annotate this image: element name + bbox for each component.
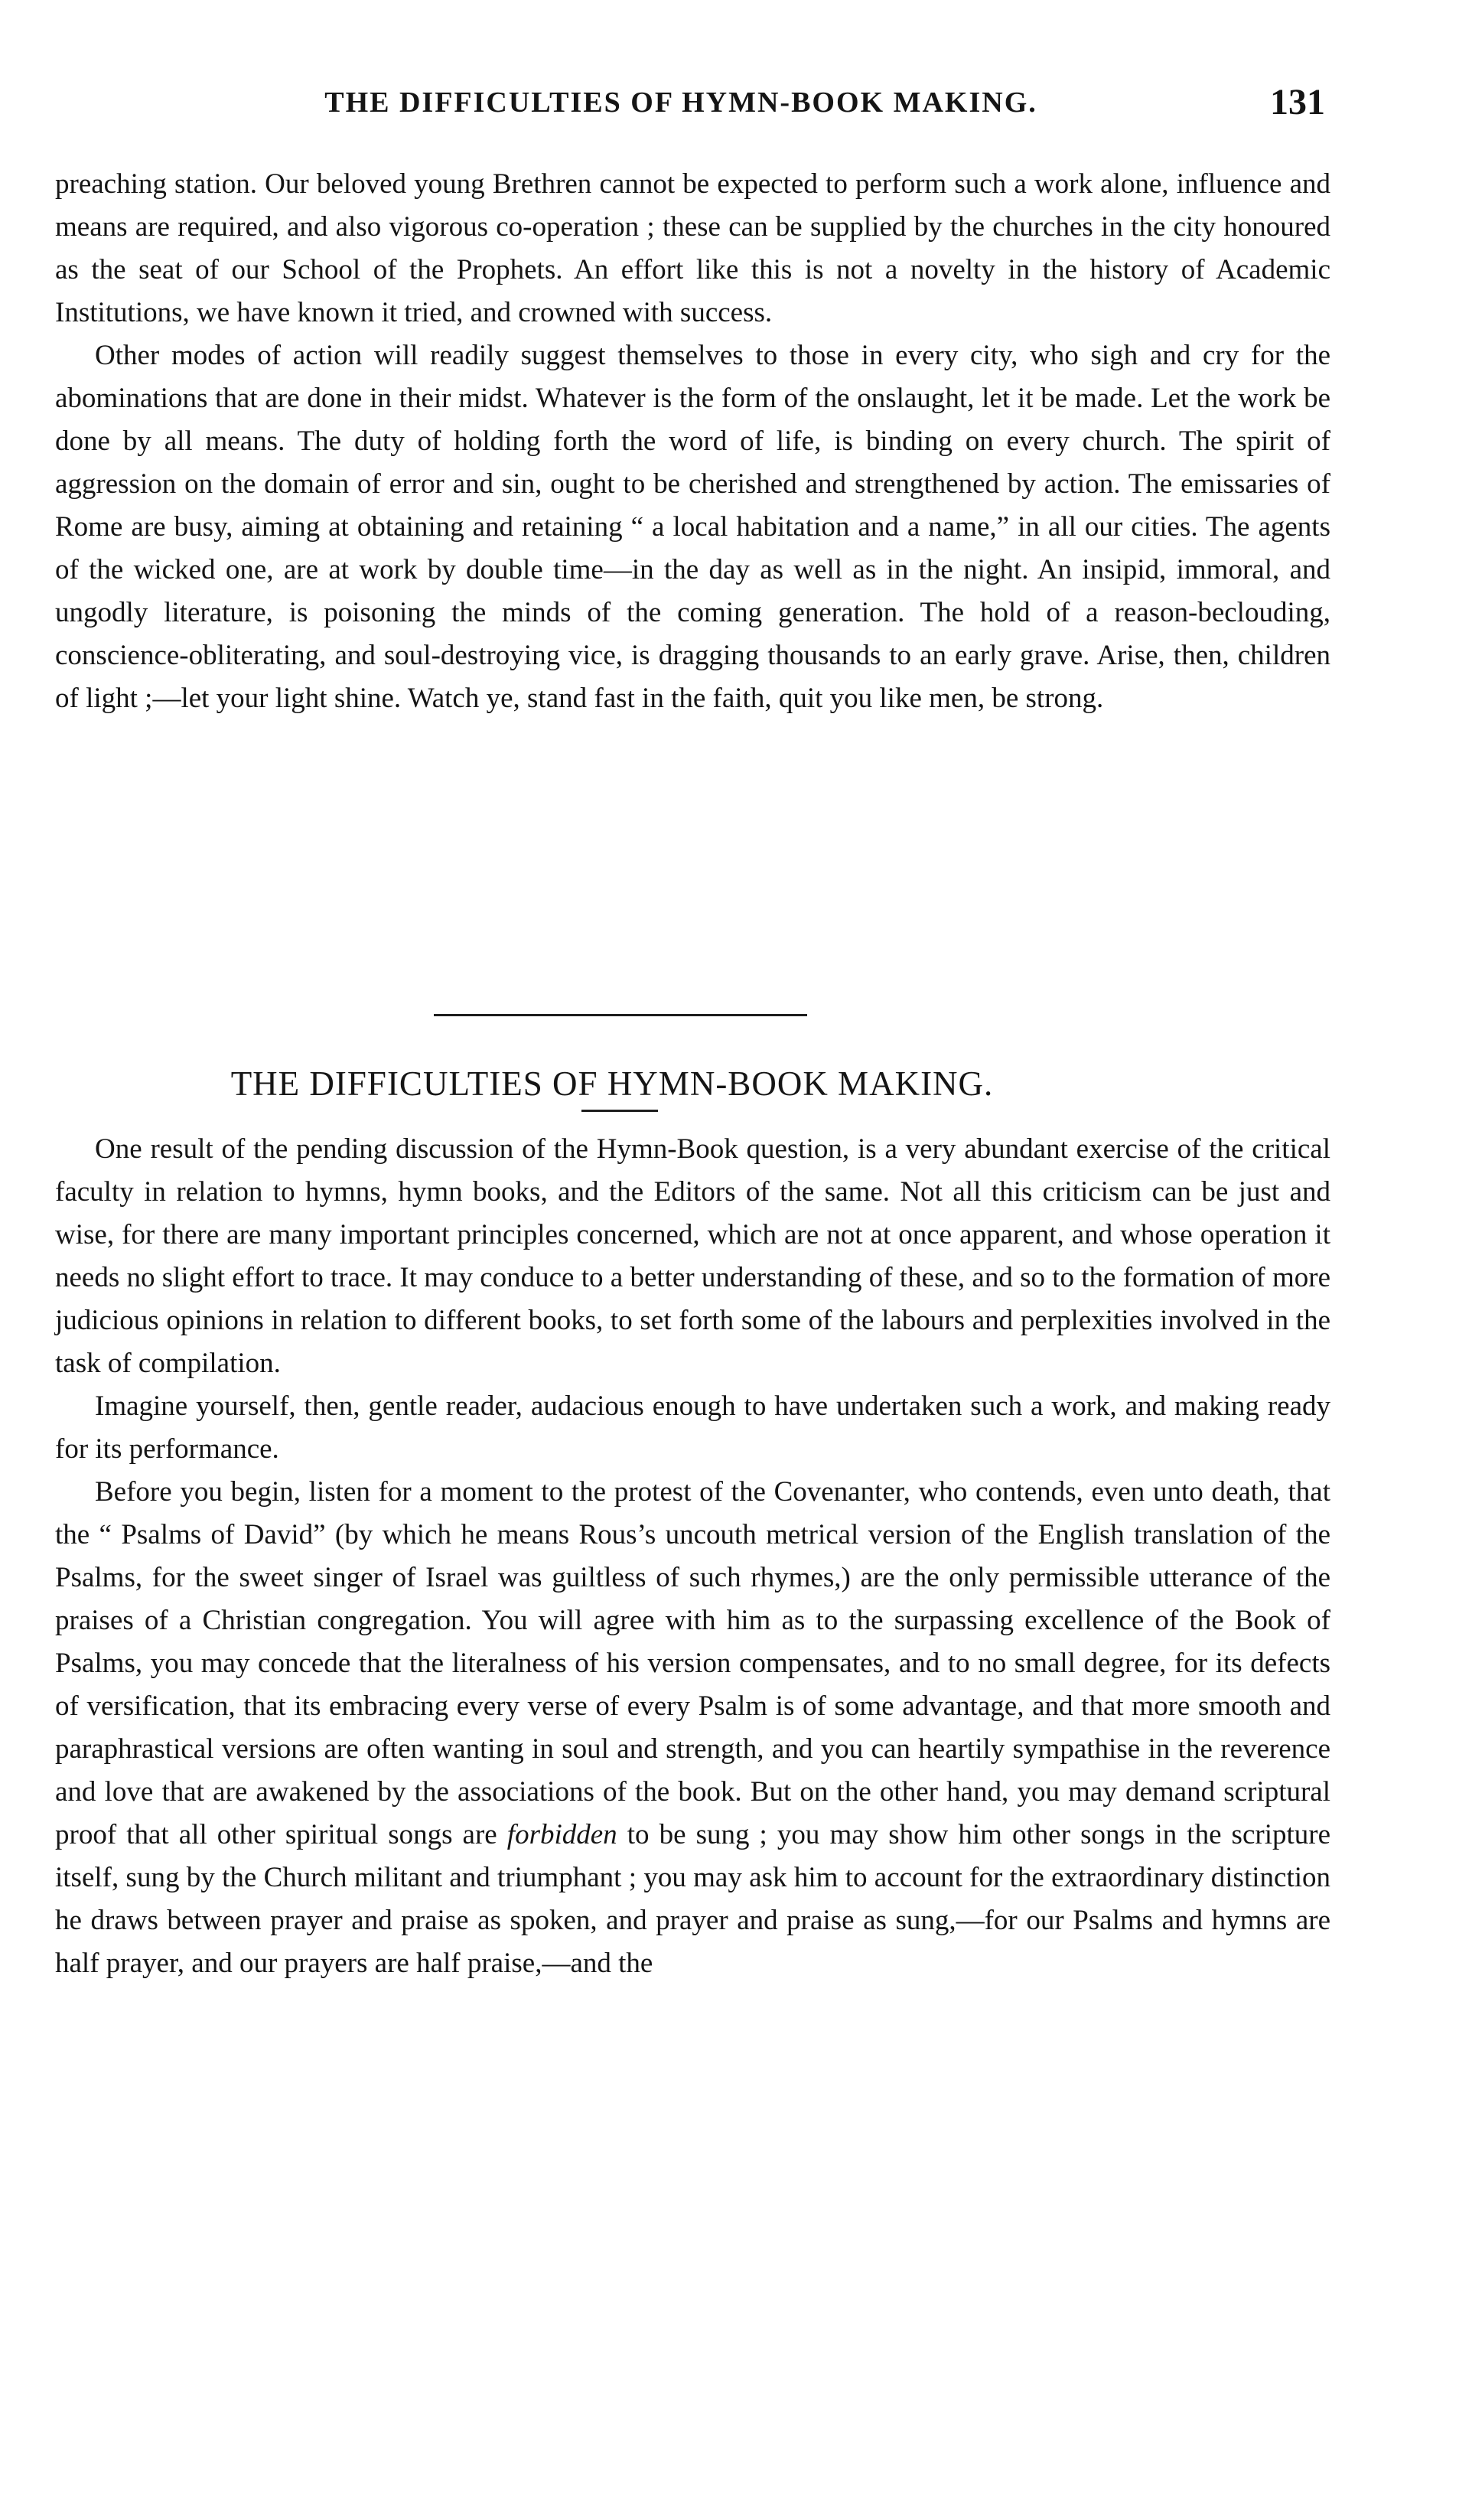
paragraph-3-text-before: Before you begin, listen for a moment to the protest of the Covenanter, who contends, even unto death, that the “ Psalms of David” (by which he means Rous’s uncouth metrical version of the English translation of the Psalms, for the sweet singer of Israel was guiltless of such rhymes,) are the only permissible utterance of the praises of a Christian congregation. You will agree with him as to the surpassing excellence of the Book of Psalms, you may concede that the literalness of his version compensates, and to no small degree, for its defects of versification, that its embracing every verse of every Psalm is of some advantage, and that more smooth and paraphrastical versions are often wanting in soul and strength, and you can heartily sympathise in the reverence and love that are awakened by the associations of the book. But on the other hand, you may demand scriptural proof that all other spiritual songs are bbox=[55, 1476, 1330, 1850]
paragraph-exhortation: Other modes of action will readily suggest themselves to those in every city, who sigh and cry for the abominations that are done in their midst. Whatever is the form of the onslaught, let it be made. Let the work be done by all means. The duty of holding forth the word of life, is binding on every church. The spirit of aggression on the domain of error and sin, ought to be cherished and strengthened by action. The emissaries of Rome are busy, aiming at obtaining and retaining “ a local habitation and a name,” in all our cities. The agents of the wicked one, are at work by double time—in the day as well as in the night. An insipid, immoral, and ungodly literature, is poisoning the minds of the coming generation. The hold of a reason-beclouding, conscience-obliterating, and soul-destroying vice, is dragging thousands to an early grave. Arise, then, children of light ;—let your light shine. Watch ye, stand fast in the faith, quit you like men, be strong. bbox=[55, 340, 1330, 714]
title-underline-rule bbox=[581, 1110, 658, 1112]
paragraph-3-text-after: to be sung ; you may show him other songs in the scripture itself, sung by the Church militant and triumphant ; you may ask him to account for the extraordinary distinction he draws between prayer and praise as spoken, and prayer and praise as sung,—for our Psalms and hymns are half prayer, and our prayers are half praise,—and the bbox=[55, 1819, 1331, 1979]
article-paragraph-1: One result of the pending discussion of the Hymn-Book question, is a very abundant exercise of the critical faculty in relation to hymns, hymn books, and the Editors of the same. Not all this criticism can be just and wise, for there are many important principles concerned, which are not at once apparent, and whose operation it needs no slight effort to trace. It may conduce to a better understanding of these, and so to the formation of more judicious opinions in relation to different books, to set forth some of the labours and perplexities involved in the task of compilation. bbox=[55, 1133, 1330, 1379]
section-divider-rule bbox=[434, 1014, 807, 1016]
article-paragraph-2: Imagine yourself, then, gentle reader, audacious enough to have undertaken such a work, and making ready for its performance. bbox=[55, 1390, 1330, 1465]
paragraph-continued: preaching station. Our beloved young Brethren cannot be expected to perform such a work alone, influence and means are required, and also vigorous co-operation ; these can be supplied by the churches in the city honoured as the seat of our School of the Prophets. An effort like this is not a novelty in the history of Academic Institutions, we have known it tried, and crowned with success. bbox=[55, 168, 1330, 328]
emphasis-forbidden: forbidden bbox=[506, 1819, 617, 1850]
previous-article-text bbox=[55, 163, 1330, 720]
page-number: 131 bbox=[1270, 82, 1325, 122]
article-title: THE DIFFICULTIES OF HYMN-BOOK MAKING. bbox=[230, 1064, 994, 1103]
running-head: THE DIFFICULTIES OF HYMN-BOOK MAKING. bbox=[324, 86, 1037, 119]
article-body bbox=[55, 1128, 1330, 1985]
article-paragraph-3 bbox=[55, 1471, 1330, 1985]
